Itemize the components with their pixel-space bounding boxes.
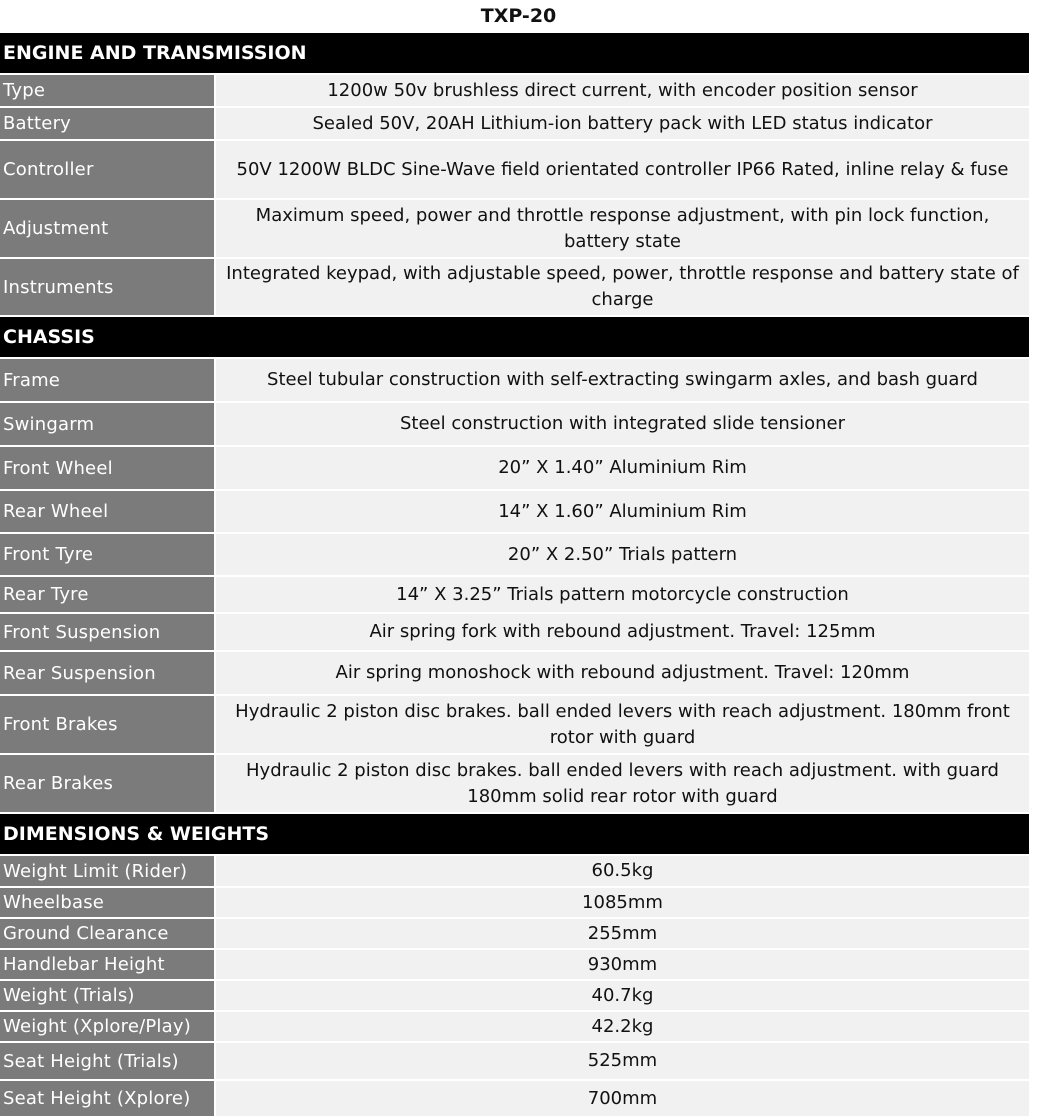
spec-row [0,403,1029,447]
spec-value: Maximum speed, power and throttle response adjustment, with pin lock function, battery state [216,200,1029,257]
spec-label: Weight Limit (Rider) [0,856,216,886]
spec-row [0,856,1029,888]
spec-label: Handlebar Height [0,950,216,979]
spec-label: Battery [0,108,216,139]
spec-value: 1200w 50v brushless direct current, with encoder position sensor [216,75,1029,106]
spec-row [0,614,1029,652]
spec-row [0,108,1029,141]
spec-value: Steel construction with integrated slide tensioner [216,403,1029,445]
spec-value: Hydraulic 2 piston disc brakes. ball ended levers with reach adjustment. 180mm front rotor with guard [216,696,1029,753]
spec-value: Integrated keypad, with adjustable speed, power, throttle response and battery state of charge [216,259,1029,315]
spec-label: Rear Suspension [0,652,216,694]
spec-value: 42.2kg [216,1012,1029,1041]
spec-value: 14” X 3.25” Trials pattern motorcycle construction [216,577,1029,612]
spec-row [0,200,1029,259]
spec-label: Front Wheel [0,447,216,489]
spec-value: 14” X 1.60” Aluminium Rim [216,491,1029,532]
spec-row [0,888,1029,919]
spec-value: 525mm [216,1043,1029,1079]
spec-row [0,950,1029,981]
spec-label: Rear Tyre [0,577,216,612]
spec-row [0,447,1029,491]
spec-label: Weight (Xplore/Play) [0,1012,216,1041]
spec-label: Swingarm [0,403,216,445]
spec-value: 1085mm [216,888,1029,917]
spec-row [0,919,1029,950]
spec-row [0,696,1029,755]
spec-row [0,491,1029,534]
spec-row [0,534,1029,577]
spec-row [0,981,1029,1012]
spec-value: 20” X 1.40” Aluminium Rim [216,447,1029,489]
spec-value: Hydraulic 2 piston disc brakes. ball ended levers with reach adjustment. with guard 180mm solid rear rotor with guard [216,755,1029,812]
spec-label: Controller [0,141,216,198]
spec-row [0,141,1029,200]
spec-label: Front Suspension [0,614,216,650]
spec-label: Rear Brakes [0,755,216,812]
spec-row [0,755,1029,814]
spec-value: Air spring monoshock with rebound adjustment. Travel: 120mm [216,652,1029,694]
spec-row [0,1081,1029,1118]
spec-label: Rear Wheel [0,491,216,532]
spec-value: Steel tubular construction with self-extracting swingarm axles, and bash guard [216,359,1029,401]
spec-label: Wheelbase [0,888,216,917]
spec-value: Sealed 50V, 20AH Lithium-ion battery pack with LED status indicator [216,108,1029,139]
spec-value: 60.5kg [216,856,1029,886]
spec-label: Seat Height (Xplore) [0,1081,216,1116]
spec-value: 50V 1200W BLDC Sine-Wave field orientated controller IP66 Rated, inline relay & fuse [216,141,1029,198]
spec-label: Front Brakes [0,696,216,753]
spec-label: Seat Height (Trials) [0,1043,216,1079]
spec-label: Type [0,75,216,106]
spec-value: 40.7kg [216,981,1029,1010]
spec-label: Instruments [0,259,216,315]
spec-value: Air spring fork with rebound adjustment. Travel: 125mm [216,614,1029,650]
spec-row [0,1012,1029,1043]
spec-label: Weight (Trials) [0,981,216,1010]
spec-table [0,33,1029,1118]
spec-value: 930mm [216,950,1029,979]
section-heading-dimensions: DIMENSIONS & WEIGHTS [0,814,1029,856]
spec-label: Front Tyre [0,534,216,575]
spec-value: 700mm [216,1081,1029,1116]
document-title: TXP-20 [480,5,557,27]
spec-value: 255mm [216,919,1029,948]
spec-row [0,1043,1029,1081]
section-heading-chassis: CHASSIS [0,317,1029,359]
spec-row [0,75,1029,108]
spec-label: Ground Clearance [0,919,216,948]
spec-label: Frame [0,359,216,401]
spec-row [0,359,1029,403]
section-heading-engine: ENGINE AND TRANSMISSION [0,33,1029,75]
spec-row [0,577,1029,614]
spec-row [0,652,1029,696]
spec-label: Adjustment [0,200,216,257]
spec-value: 20” X 2.50” Trials pattern [216,534,1029,575]
spec-row [0,259,1029,317]
